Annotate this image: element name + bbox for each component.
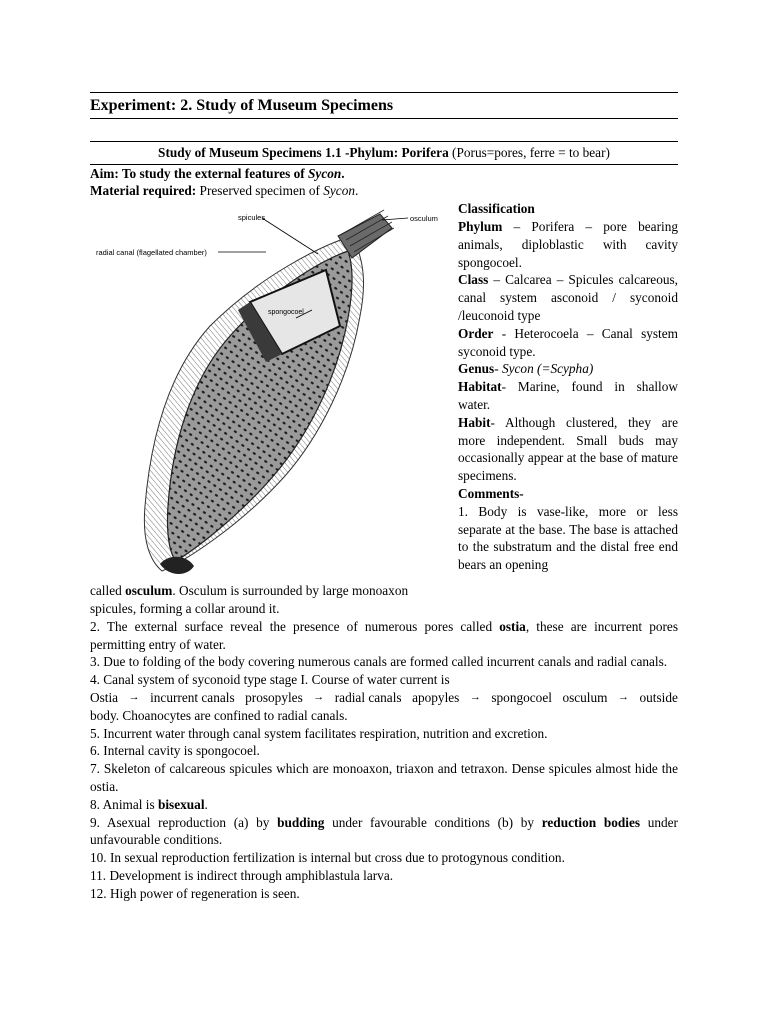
phylum-line: Phylum – Porifera – pore bearing animals, diploblastic with cavity spongocoel.	[458, 218, 678, 270]
aim-organism: Sycon	[308, 165, 342, 181]
genus-line: Genus- Sycon (=Scypha)	[458, 361, 594, 377]
material-text: Preserved specimen of	[196, 183, 324, 199]
comment-1-end: spicules, forming a collar around it.	[90, 600, 280, 616]
flow-step: spongocoel	[491, 689, 552, 705]
sycon-drawing	[90, 206, 452, 582]
arrow-right-icon: →	[313, 690, 325, 703]
material-line	[90, 182, 678, 200]
comment-8: 8. Animal is bisexual.	[90, 796, 208, 812]
comment-1-start: 1. Body is vase-like, more or less separate at the base. The base is attached to the substratum and the distal free end bears an opening	[458, 503, 678, 573]
experiment-title: Experiment: 2. Study of Museum Specimens	[90, 97, 394, 114]
sycon-illustration	[90, 206, 452, 582]
flow-step: Ostia	[90, 689, 119, 705]
classification-section	[90, 200, 678, 582]
comment-12: 12. High power of regeneration is seen.	[90, 885, 300, 901]
habitat-line: Habitat- Marine, found in shallow water.	[458, 379, 678, 412]
title-rule	[90, 118, 678, 119]
flow-step: osculum	[562, 689, 608, 705]
comment-9: 9. Asexual reproduction (a) by budding under favourable conditions (b) by reduction bodies under unfavourable conditions.	[90, 814, 678, 848]
classification-heading: Classification	[458, 201, 535, 217]
study-title-rest: (Porus=pores, ferre = to bear)	[448, 144, 610, 160]
comment-7: 7. Skeleton of calcareous spicules which are monoaxon, triaxon and tetraxon. Dense spicules almost hide the ostia.	[90, 761, 678, 794]
comment-3: 3. Due to folding of the body covering numerous canals are formed called incurrent canals and radial canals.	[90, 654, 668, 670]
comment-11: 11. Development is indirect through amphiblastula larva.	[90, 867, 394, 883]
comment-5: 5. Incurrent water through canal system facilitates respiration, nutrition and excretion.	[90, 725, 548, 741]
flow-step: apopyles	[412, 689, 460, 705]
habit-line: Habit- Although clustered, they are more independent. Small buds may occasionally appear at the base of mature specimens.	[458, 414, 678, 484]
arrow-right-icon: →	[618, 690, 629, 703]
material-organism: Sycon	[323, 183, 355, 199]
comment-1-cont: called osculum. Osculum is surrounded by large monoaxon	[90, 583, 409, 599]
comment-6: 6. Internal cavity is spongocoel.	[90, 743, 260, 759]
label-spongocoel: spongocoel	[268, 309, 304, 317]
flow-step: prosopyles	[245, 689, 303, 705]
aim-line	[90, 165, 678, 183]
comments-list	[90, 582, 678, 902]
study-title	[90, 141, 678, 165]
label-osculum: osculum	[410, 214, 438, 224]
comments-heading: Comments-	[458, 485, 524, 501]
comment-2: 2. The external surface reveal the presence of numerous pores called ostia, these are incurrent pores permitting entry of water.	[90, 618, 678, 652]
water-flow-sequence	[90, 689, 678, 707]
arrow-right-icon: →	[469, 690, 481, 703]
order-line: Order - Heterocoela – Canal system syconoid type.	[458, 325, 678, 359]
document-page	[90, 92, 678, 903]
comment-10: 10. In sexual reproduction fertilization is internal but cross due to protogynous condition.	[90, 850, 565, 866]
material-end: .	[355, 183, 359, 199]
class-line: Class – Calcarea – Spicules calcareous, canal system asconoid / syconoid /leuconoid type	[458, 272, 678, 323]
flow-step: outside	[639, 689, 678, 705]
comment-4: 4. Canal system of syconoid type stage I. Course of water current is	[90, 672, 450, 688]
label-spicules: spicules	[238, 213, 266, 223]
flow-step: incurrent canals	[150, 689, 235, 705]
study-title-bold: Study of Museum Specimens 1.1 -Phylum: Porifera	[158, 144, 449, 160]
flow-step: radial canals	[334, 689, 402, 705]
material-label: Material required:	[90, 183, 197, 199]
arrow-right-icon: →	[128, 690, 140, 703]
aim-end: .	[341, 165, 345, 181]
comment-4-end: body. Choanocytes are confined to radial canals.	[90, 707, 348, 723]
aim-label: Aim: To study the external features of	[90, 165, 309, 181]
label-radial-canal: radial canal (flagellated chamber)	[96, 248, 207, 258]
